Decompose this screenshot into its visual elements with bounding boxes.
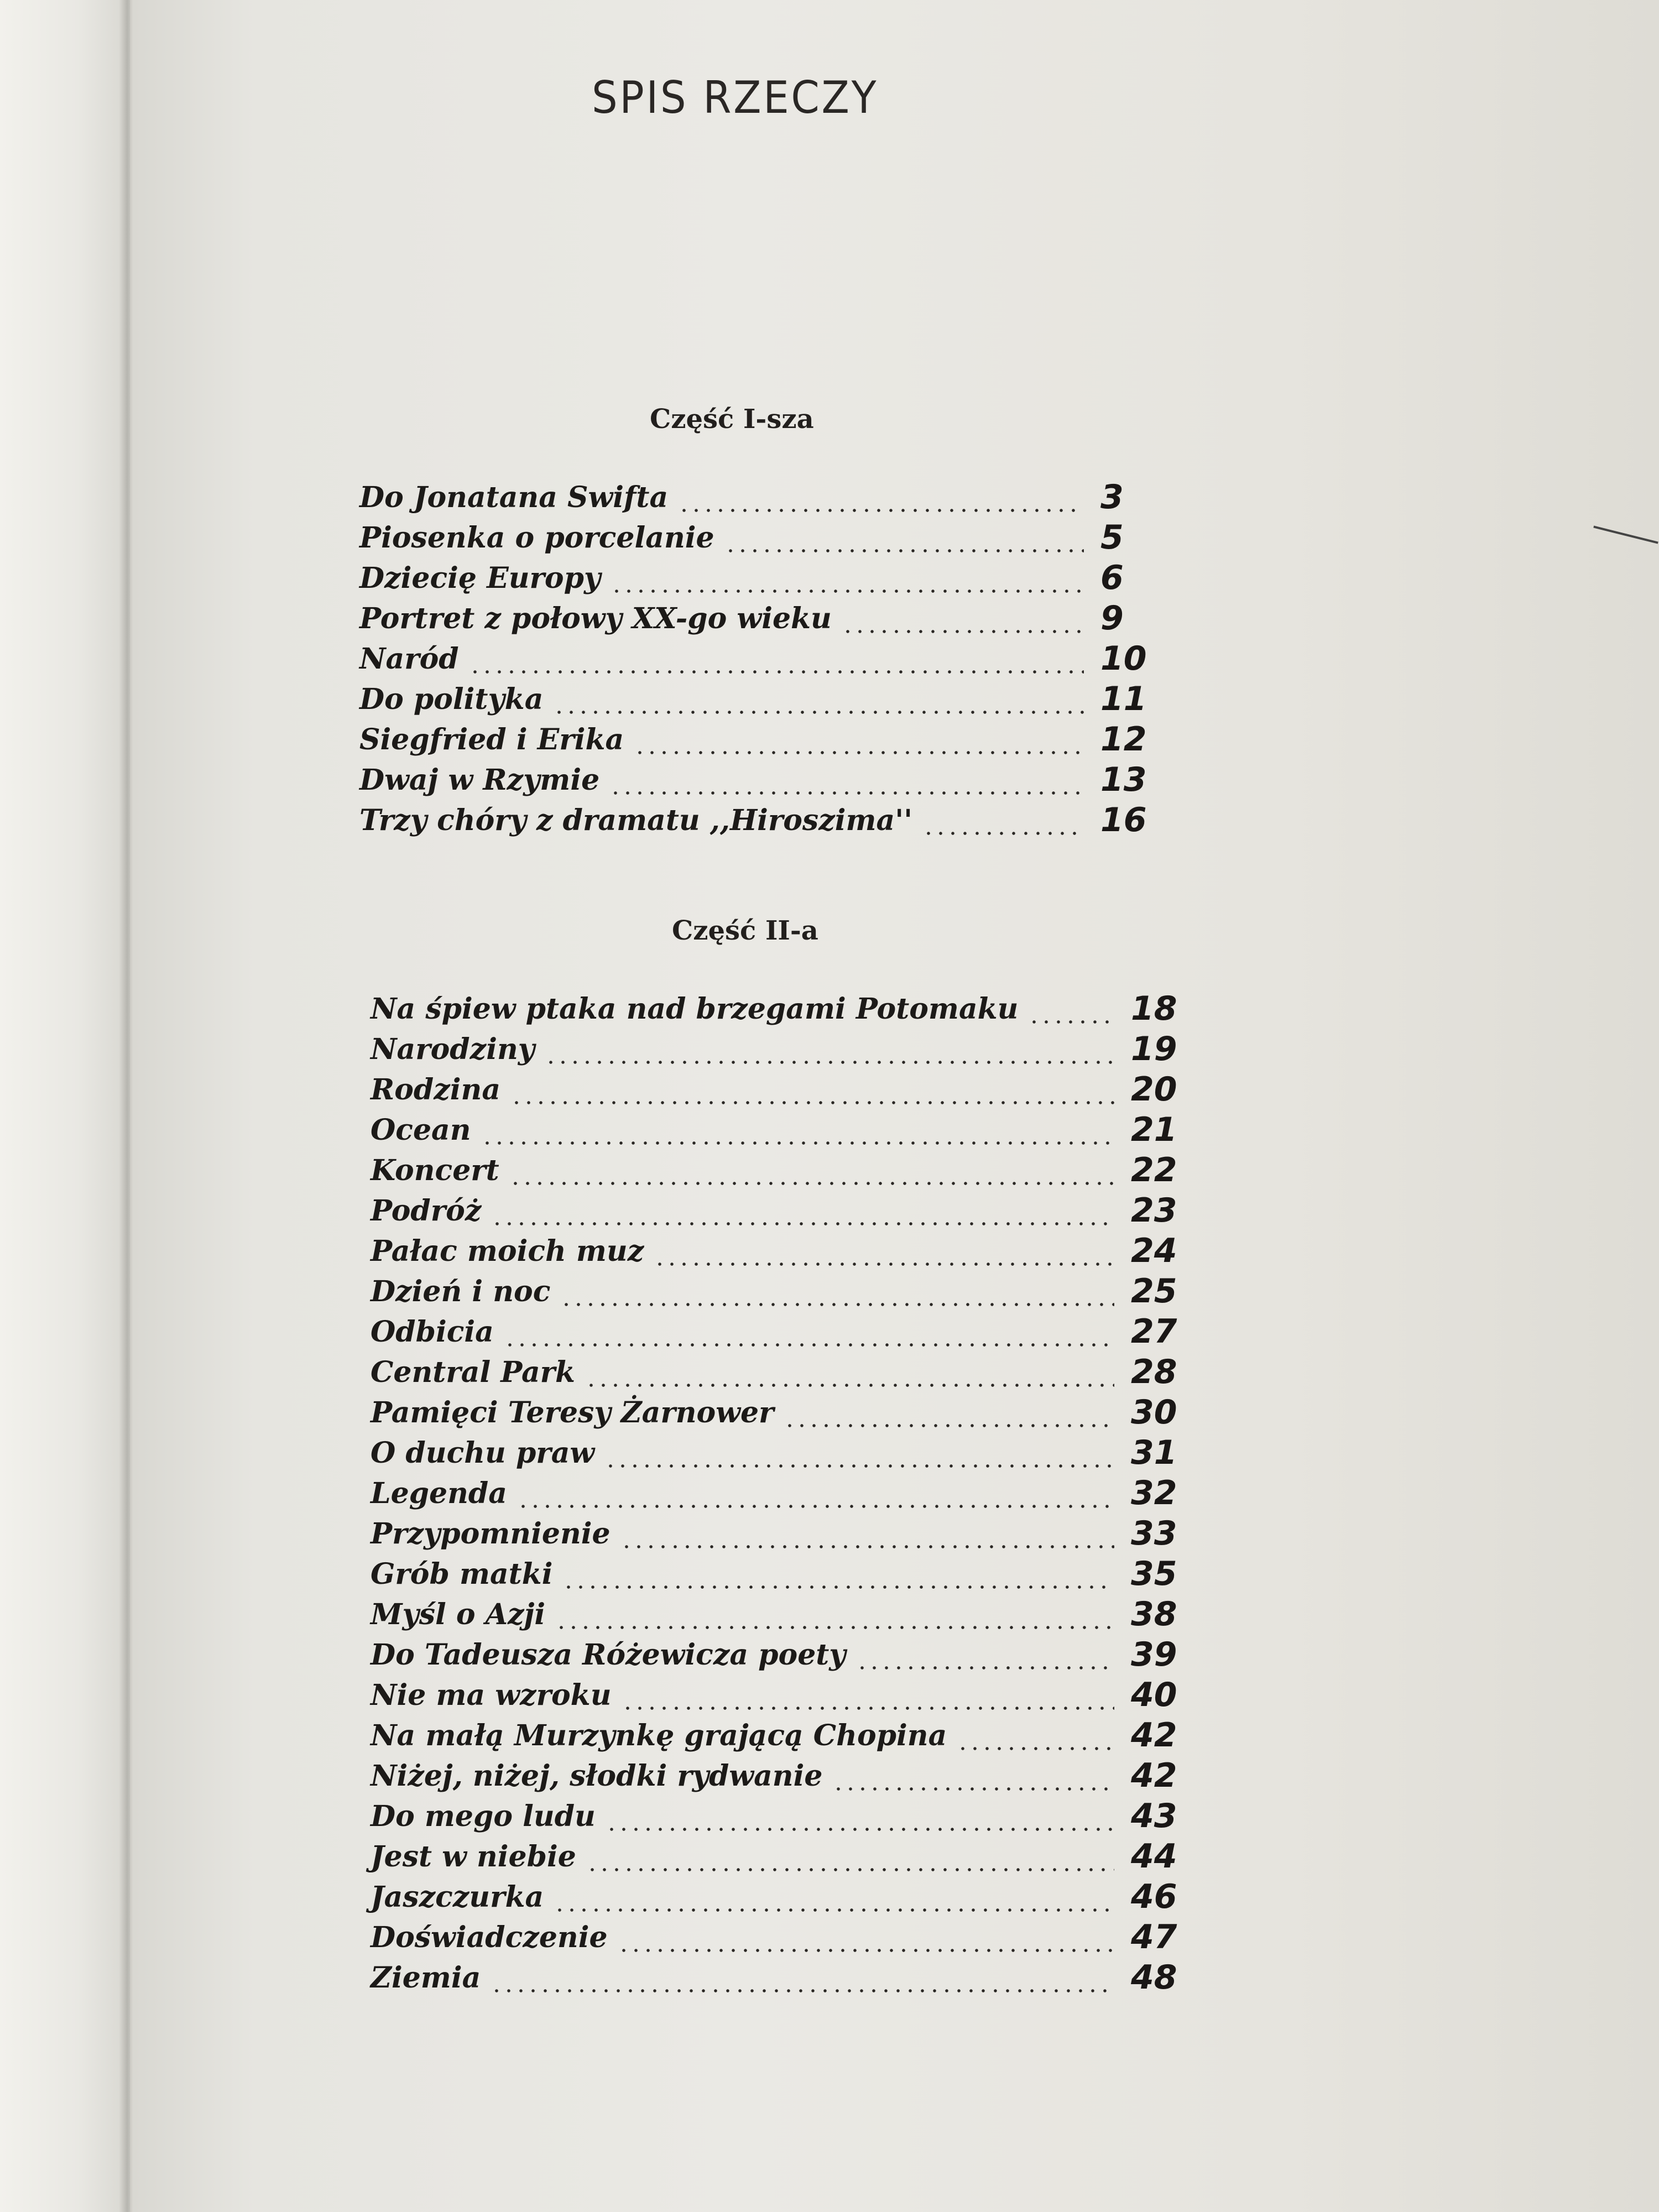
toc-entry-title: Narodziny [371, 1032, 535, 1066]
toc-entry-page: 28 [1131, 1353, 1177, 1391]
toc-entry-page: 35 [1131, 1554, 1177, 1593]
toc-entry [371, 1636, 1194, 1676]
toc-entry-page: 12 [1100, 720, 1147, 759]
toc-entry [371, 1959, 1194, 1999]
section-heading-part-2: Część II-a [672, 915, 818, 946]
leader-dots [957, 1747, 1114, 1750]
toc-entry-title: Podróż [371, 1194, 482, 1228]
toc-entry-title: Na małą Murzynkę grającą Chopina [371, 1719, 947, 1752]
toc-entry-page: 5 [1100, 518, 1124, 557]
toc-entry [359, 721, 1161, 761]
leader-dots [585, 1384, 1114, 1387]
toc-entry [371, 1797, 1194, 1838]
toc-entry-title: Jest w niebie [371, 1840, 576, 1874]
toc-entry-title: Dziecię Europy [359, 561, 601, 595]
toc-entry [359, 680, 1161, 721]
toc-entry-page: 39 [1131, 1635, 1177, 1674]
leader-dots [560, 1303, 1114, 1306]
toc-entry-title: Siegfried i Erika [359, 723, 624, 757]
toc-entry-page: 47 [1131, 1918, 1177, 1957]
toc-entry [371, 1394, 1194, 1434]
leader-dots [634, 751, 1084, 754]
toc-entry-title: Odbicia [371, 1315, 494, 1349]
toc-entry [371, 1474, 1194, 1515]
toc-entry [371, 1434, 1194, 1474]
toc-entry [371, 1717, 1194, 1757]
toc-entry-page: 13 [1100, 760, 1147, 799]
leader-dots [510, 1101, 1114, 1104]
toc-entry-title: Trzy chóry z dramatu ,,Hiroszima'' [359, 804, 913, 837]
toc-entry-title: Central Park [371, 1355, 576, 1389]
toc-entry-title: Na śpiew ptaka nad brzegami Potomaku [371, 992, 1019, 1026]
leader-dots [469, 670, 1084, 674]
leader-dots [922, 832, 1084, 835]
toc-entry-page: 9 [1100, 599, 1124, 638]
toc-entry [371, 1313, 1194, 1353]
section-heading-part-1: Część I-sza [650, 404, 814, 435]
toc-entry-title: Jaszczurka [371, 1880, 544, 1914]
toc-entry [371, 1878, 1194, 1918]
toc-entry [371, 1071, 1194, 1111]
toc-entry-page: 46 [1131, 1877, 1177, 1916]
toc-list-part-2 [371, 990, 1194, 1999]
leader-dots [842, 630, 1084, 633]
leader-dots [491, 1989, 1114, 1992]
toc-entry [371, 1595, 1194, 1636]
toc-entry-page: 32 [1131, 1474, 1177, 1512]
left-page-edge [0, 0, 130, 2212]
toc-entry-title: Koncert [371, 1154, 499, 1187]
toc-entry-page: 43 [1131, 1797, 1177, 1835]
page-title: SPIS RZECZY [592, 72, 879, 123]
toc-entry [371, 1111, 1194, 1151]
leader-dots [618, 1949, 1114, 1952]
toc-entry-title: Ziemia [371, 1961, 481, 1995]
toc-entry-page: 22 [1131, 1151, 1177, 1190]
toc-entry-title: Pałac moich muz [371, 1234, 644, 1268]
toc-entry-title: Rodzina [371, 1073, 501, 1107]
leader-dots [554, 1908, 1114, 1912]
toc-entry-page: 38 [1131, 1595, 1177, 1634]
toc-entry [371, 1515, 1194, 1555]
toc-entry-title: O duchu praw [371, 1436, 595, 1470]
toc-entry [371, 1030, 1194, 1071]
toc-entry-page: 19 [1131, 1030, 1177, 1068]
toc-entry-title: Legenda [371, 1477, 507, 1510]
toc-entry-title: Ocean [371, 1113, 471, 1147]
toc-entry-title: Niżej, niżej, słodki rydwanie [371, 1759, 823, 1793]
toc-entry-page: 20 [1131, 1070, 1177, 1109]
toc-entry-page: 30 [1131, 1393, 1177, 1432]
leader-dots [509, 1182, 1114, 1185]
leader-dots [555, 1626, 1114, 1629]
leader-dots [609, 791, 1084, 795]
toc-entry-title: Przypomnienie [371, 1517, 611, 1551]
leader-dots [545, 1061, 1114, 1064]
toc-entry-title: Pamięci Teresy Żarnower [371, 1396, 774, 1430]
toc-entry [371, 990, 1194, 1030]
toc-entry [371, 1838, 1194, 1878]
toc-entry-page: 11 [1100, 680, 1147, 718]
toc-entry [359, 801, 1161, 842]
toc-entry [359, 761, 1161, 801]
toc-entry-title: Piosenka o porcelanie [359, 521, 714, 555]
toc-entry [359, 559, 1161, 599]
toc-entry-title: Dzień i noc [371, 1275, 551, 1308]
toc-entry [371, 1353, 1194, 1394]
toc-entry-title: Do Tadeusza Różewicza poety [371, 1638, 846, 1672]
leader-dots [604, 1464, 1114, 1468]
toc-entry-title: Doświadczenie [371, 1921, 608, 1954]
leader-dots [611, 589, 1084, 593]
leader-dots [784, 1424, 1114, 1427]
toc-entry-page: 18 [1131, 989, 1177, 1028]
toc-entry-page: 27 [1131, 1312, 1177, 1351]
toc-entry-page: 24 [1131, 1232, 1177, 1270]
toc-entry [359, 519, 1161, 559]
leader-dots [856, 1666, 1114, 1670]
toc-entry-page: 33 [1131, 1514, 1177, 1553]
toc-entry-page: 44 [1131, 1837, 1177, 1876]
leader-dots [620, 1545, 1114, 1548]
toc-entry [371, 1757, 1194, 1797]
toc-entry-page: 40 [1131, 1676, 1177, 1714]
toc-entry-title: Dwaj w Rzymie [359, 763, 600, 797]
toc-entry [371, 1272, 1194, 1313]
leader-dots [491, 1222, 1114, 1225]
toc-entry-page: 42 [1131, 1756, 1177, 1795]
toc-entry [371, 1555, 1194, 1595]
toc-list-part-1 [359, 478, 1161, 842]
leader-dots [832, 1787, 1114, 1791]
toc-entry-page: 25 [1131, 1272, 1177, 1311]
leader-dots [622, 1707, 1114, 1710]
toc-entry [371, 1232, 1194, 1272]
toc-entry [371, 1918, 1194, 1959]
toc-entry [371, 1151, 1194, 1192]
toc-entry-page: 31 [1131, 1433, 1177, 1472]
toc-entry-page: 21 [1131, 1110, 1177, 1149]
toc-entry [359, 640, 1161, 680]
toc-entry-title: Portret z połowy XX-go wieku [359, 602, 832, 635]
toc-entry-title: Grób matki [371, 1557, 553, 1591]
toc-entry [371, 1192, 1194, 1232]
leader-dots [504, 1343, 1114, 1347]
toc-entry-title: Nie ma wzroku [371, 1678, 612, 1712]
toc-entry-page: 16 [1100, 801, 1147, 839]
toc-entry-page: 10 [1100, 639, 1147, 678]
toc-entry-title: Do Jonatana Swifta [359, 481, 669, 514]
toc-entry-page: 48 [1131, 1958, 1177, 1997]
leader-dots [553, 711, 1084, 714]
leader-dots [586, 1868, 1114, 1871]
toc-entry-page: 42 [1131, 1716, 1177, 1755]
leader-dots [678, 509, 1084, 512]
toc-entry-title: Do polityka [359, 682, 544, 716]
leader-dots [654, 1262, 1114, 1266]
toc-entry-page: 23 [1131, 1191, 1177, 1230]
toc-entry-title: Naród [359, 642, 459, 676]
toc-entry-title: Do mego ludu [371, 1799, 596, 1833]
toc-entry [371, 1676, 1194, 1717]
toc-entry-title: Myśl o Azji [371, 1598, 546, 1631]
toc-entry-page: 3 [1100, 478, 1124, 517]
leader-dots [562, 1585, 1114, 1589]
leader-dots [606, 1828, 1114, 1831]
leader-dots [724, 549, 1084, 552]
toc-entry-page: 6 [1100, 559, 1124, 597]
leader-dots [517, 1505, 1114, 1508]
toc-entry [359, 478, 1161, 519]
leader-dots [481, 1141, 1114, 1145]
leader-dots [1028, 1020, 1114, 1024]
toc-entry [359, 599, 1161, 640]
